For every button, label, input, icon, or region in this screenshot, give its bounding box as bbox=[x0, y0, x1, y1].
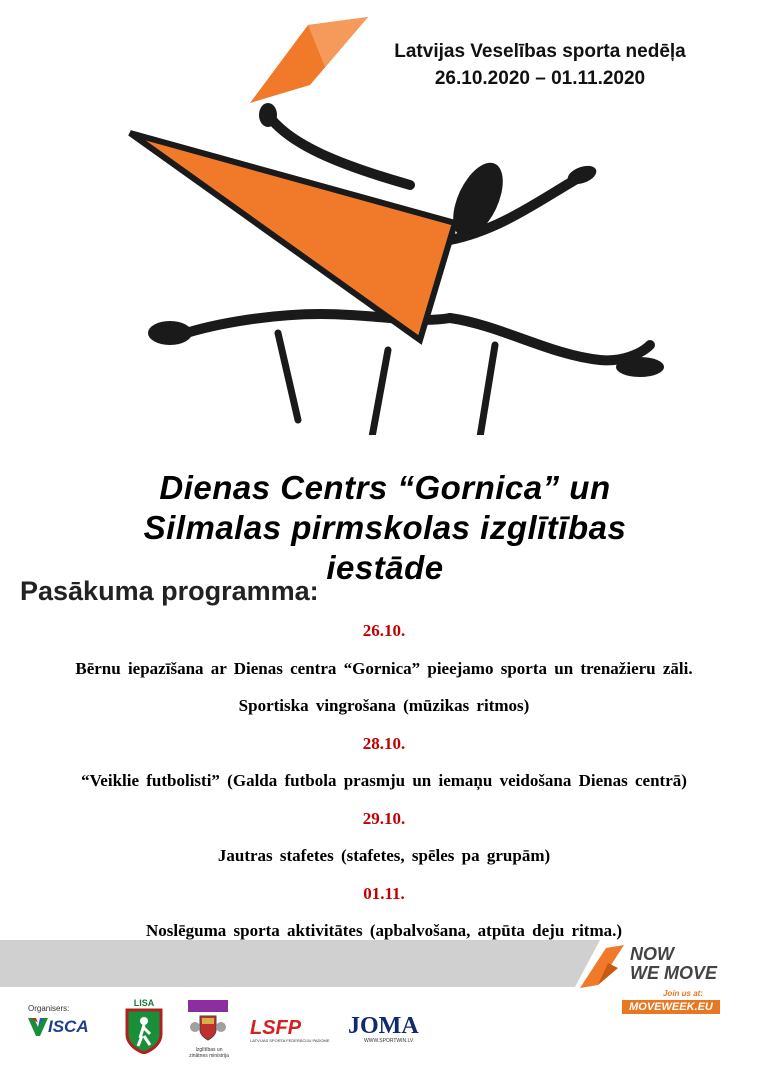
join-us-text: Join us at: bbox=[662, 989, 703, 998]
schedule-item: “Veiklie futbolisti” (Galda futbola prasmju un iemaņu veidošana Dienas centrā) bbox=[81, 771, 687, 790]
ministry-bar bbox=[188, 1000, 228, 1012]
lisa-shield-icon bbox=[124, 1008, 164, 1054]
schedule-item: Bērnu iepazīšana ar Dienas centra “Gornica” pieejamo sporta un trenažieru zāli. bbox=[75, 658, 693, 678]
isca-logo bbox=[28, 1016, 100, 1040]
we-move-text: WE MOVE bbox=[630, 963, 718, 983]
lsfp-logo bbox=[250, 1017, 330, 1048]
lsfp-subtext: LATVIJAS SPORTA FEDERĀCIJU PADOME bbox=[250, 1038, 330, 1043]
now-we-move-arrow-icon bbox=[578, 943, 628, 993]
event-dates: 26.10.2020 – 01.11.2020 bbox=[434, 68, 646, 89]
moveweek-badge: MOVEWEEK.EU bbox=[622, 1000, 720, 1014]
schedule-item: Sportiska vingrošana (mūzikas ritmos) bbox=[238, 696, 530, 715]
organisers-label: Organisers: bbox=[28, 1004, 70, 1013]
main-title-line2: Silmalas pirmskolas izglītības bbox=[143, 509, 627, 546]
schedule-item: Noslēguma sporta aktivitātes (apbalvošana, atpūta deju ritma.) bbox=[145, 921, 623, 940]
main-title bbox=[60, 468, 710, 588]
schedule-date: 26.10. bbox=[362, 621, 406, 640]
schedule-date: 01.11. bbox=[363, 883, 405, 903]
lisa-logo bbox=[124, 998, 164, 1054]
coat-of-arms-icon bbox=[188, 1012, 228, 1042]
program-heading: Pasākuma programma: bbox=[20, 576, 319, 606]
ministry-logo bbox=[186, 1000, 232, 1070]
ministry-text: Izglītības un zinātnes ministrija bbox=[189, 1047, 229, 1059]
joma-logo bbox=[348, 1014, 438, 1046]
jumping-figure-illustration bbox=[120, 15, 680, 435]
schedule-item: Jautras stafetes (stafetes, spēles pa grupām) bbox=[217, 846, 551, 865]
now-text: NOW bbox=[630, 944, 674, 964]
main-title-line1: Dienas Centrs “Gornica” un bbox=[159, 469, 611, 506]
joma-text: JOMA bbox=[348, 1013, 419, 1039]
schedule-date: 29.10. bbox=[362, 808, 406, 828]
program-schedule bbox=[0, 612, 768, 950]
isca-mark-icon bbox=[28, 1018, 48, 1036]
lsfp-text: LSFP bbox=[250, 1017, 302, 1039]
schedule-date: 28.10. bbox=[362, 733, 406, 753]
isca-text: ISCA bbox=[48, 1017, 89, 1036]
lisa-text: LISA bbox=[133, 998, 155, 1008]
joma-subtext: WWW.SPORTWIN.LV bbox=[364, 1038, 414, 1044]
now-we-move-logo bbox=[578, 943, 748, 1018]
main-title-line3: iestāde bbox=[326, 549, 444, 586]
event-title: Latvijas Veselības sporta nedēļa bbox=[394, 41, 686, 62]
